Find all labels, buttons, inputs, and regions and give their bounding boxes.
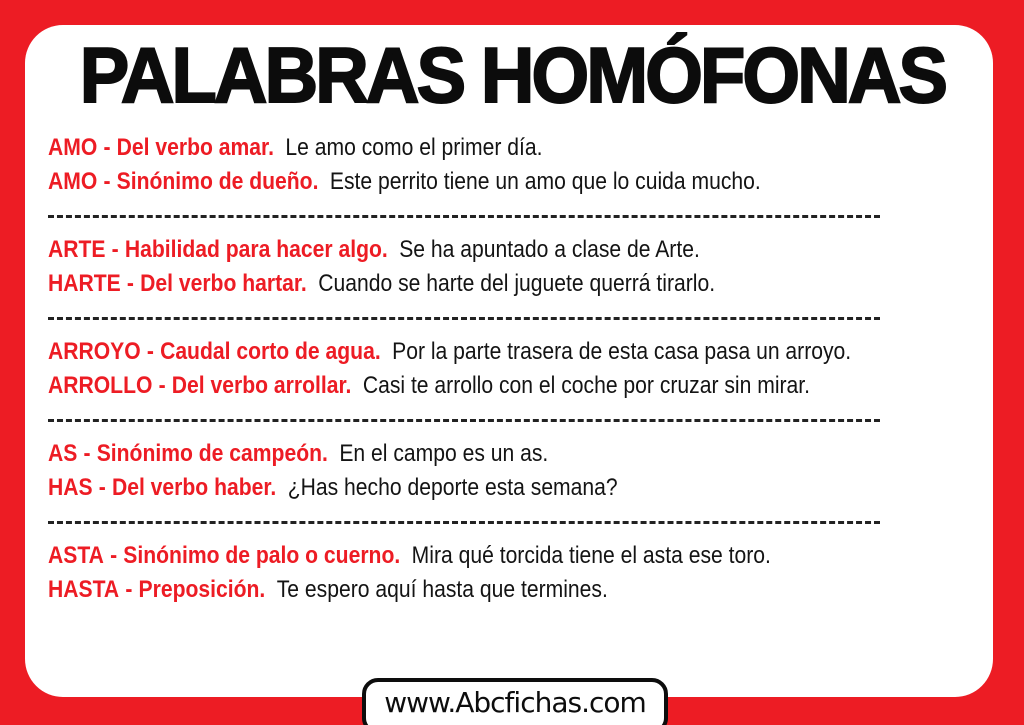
homophone-word: ARROYO [48,338,141,365]
homophone-row [48,233,880,267]
example-sentence: ¿Has hecho deporte esta semana? [287,474,618,501]
example-sentence: Le amo como el primer día. [285,134,543,161]
dashed-divider [48,215,880,218]
homophone-word: ARTE [48,236,106,263]
homophone-row [48,267,880,301]
page-title: PALABRAS HOMÓFONAS [79,31,945,119]
homophone-definition: Sinónimo de dueño. [116,168,319,195]
dash-separator: - [103,168,111,195]
homophone-definition: Habilidad para hacer algo. [124,236,388,263]
homophone-list [48,131,993,607]
dashed-divider [48,419,880,422]
dash-separator: - [111,236,119,263]
homophone-row [48,437,880,471]
homophone-definition: Sinónimo de palo o cuerno. [123,542,401,569]
homophone-row [48,335,880,369]
homophone-word: HAS [48,474,93,501]
dashed-divider [48,521,880,524]
homophone-definition: Caudal corto de agua. [160,338,381,365]
example-sentence: Este perrito tiene un amo que lo cuida mucho. [329,168,761,195]
dashed-divider [48,317,880,320]
homophone-row [48,573,880,607]
dash-separator: - [103,134,111,161]
homophone-word: AS [48,440,78,467]
dash-separator: - [110,542,118,569]
homophone-word: AMO [48,168,98,195]
homophone-definition: Sinónimo de campeón. [96,440,328,467]
homophone-definition: Del verbo hartar. [140,270,307,297]
dash-separator: - [158,372,166,399]
title-bar [0,31,1024,119]
homophone-word: AMO [48,134,98,161]
homophone-word: HASTA [48,576,120,603]
example-sentence: Cuando se harte del juguete querrá tirarlo. [318,270,716,297]
dash-separator: - [126,270,134,297]
dash-separator: - [98,474,106,501]
homophone-definition: Del verbo arrollar. [171,372,352,399]
homophone-row [48,539,880,573]
homophone-row [48,165,880,199]
example-sentence: En el campo es un as. [339,440,549,467]
example-sentence: Mira qué torcida tiene el asta ese toro. [411,542,771,569]
example-sentence: Casi te arrollo con el coche por cruzar sin mirar. [362,372,811,399]
homophone-definition: Preposición. [138,576,266,603]
homophone-word: ASTA [48,542,104,569]
dash-separator: - [83,440,91,467]
homophone-word: HARTE [48,270,121,297]
homophone-row [48,369,880,403]
dash-separator: - [146,338,154,365]
homophone-row [48,471,880,505]
homophone-row [48,131,880,165]
homophone-word: ARROLLO [48,372,153,399]
website-url: www.Abcfichas.com [384,685,646,719]
example-sentence: Por la parte trasera de esta casa pasa un arroyo. [392,338,852,365]
website-badge [362,678,668,725]
example-sentence: Te espero aquí hasta que termines. [276,576,608,603]
example-sentence: Se ha apuntado a clase de Arte. [399,236,700,263]
homophone-definition: Del verbo amar. [116,134,274,161]
homophone-definition: Del verbo haber. [111,474,277,501]
dash-separator: - [125,576,133,603]
